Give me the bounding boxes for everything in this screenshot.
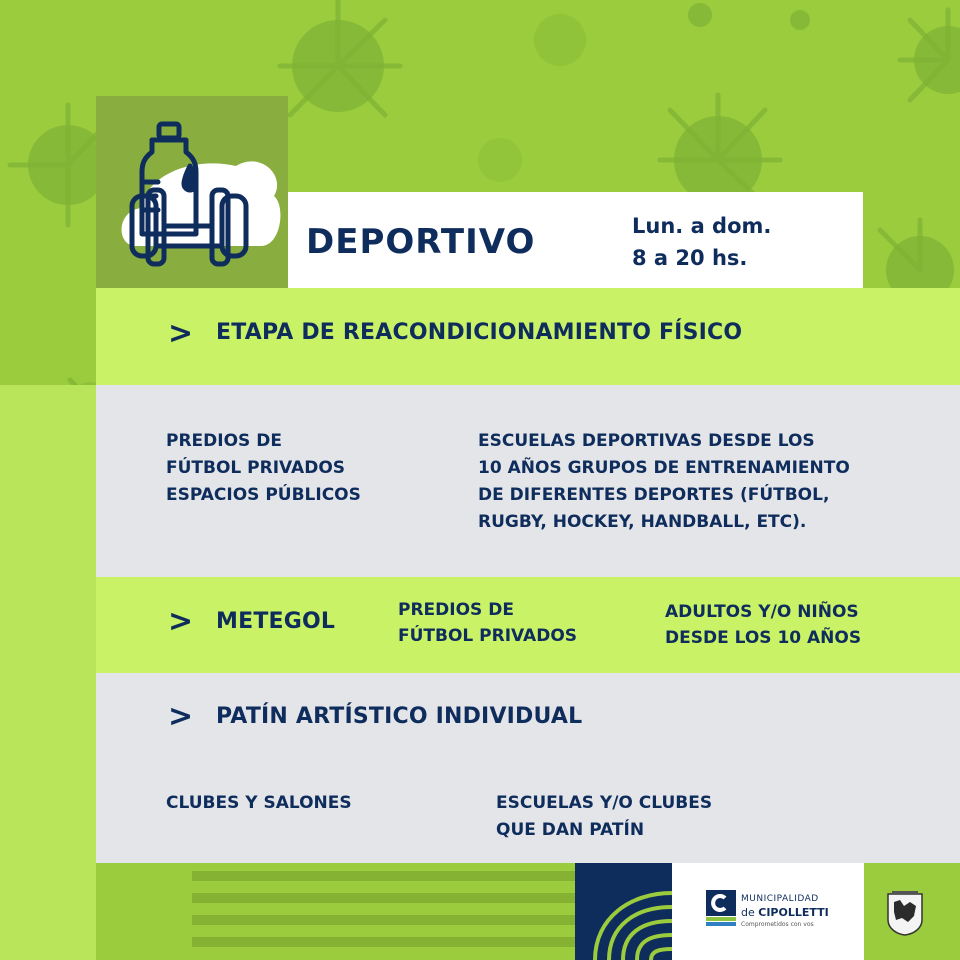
logo-line2 <box>741 906 829 919</box>
municipality-logo-icon <box>706 890 736 928</box>
footer-stripes <box>192 863 575 960</box>
logo-tagline: Comprometidos con vos <box>741 921 814 928</box>
section2-mid-text <box>398 597 577 649</box>
logo-line1: MUNICIPALIDAD <box>741 894 819 904</box>
logo-line2-bold: CIPOLLETTI <box>758 906 829 919</box>
text-line: PREDIOS DE <box>166 431 282 451</box>
section2-band <box>96 577 960 673</box>
section1-title: ETAPA DE REACONDICIONAMIENTO FÍSICO <box>216 320 743 345</box>
section2-right-text <box>665 599 861 651</box>
section1-right-text <box>478 428 958 536</box>
text-line: DE DIFERENTES DEPORTES (FÚTBOL, <box>478 485 830 505</box>
section1-content <box>96 385 960 577</box>
text-line: DESDE LOS 10 AÑOS <box>665 628 862 648</box>
text-line: FÚTBOL PRIVADOS <box>398 626 578 646</box>
schedule-days: Lun. a dom. <box>632 214 772 238</box>
text-line: ESCUELAS Y/O CLUBES <box>496 793 713 813</box>
city-shield-icon <box>886 890 924 936</box>
schedule-hours: 8 a 20 hs. <box>632 246 748 270</box>
chevron-right-icon: > <box>168 604 194 639</box>
section3-left-text <box>166 790 352 817</box>
water-bottle-dumbbell-icon <box>96 96 288 288</box>
text-line: PREDIOS DE <box>398 600 514 620</box>
text-line: CLUBES Y SALONES <box>166 793 352 813</box>
text-line: ESCUELAS DEPORTIVAS DESDE LOS <box>478 431 815 451</box>
text-line: 10 AÑOS GRUPOS DE ENTRENAMIENTO <box>478 458 850 478</box>
text-line: ESPACIOS PÚBLICOS <box>166 485 361 505</box>
footer-logo-box <box>672 863 864 960</box>
section1-left-text <box>166 428 361 509</box>
section1-title-band <box>96 288 960 385</box>
chevron-right-icon: > <box>168 699 194 734</box>
text-line: FÚTBOL PRIVADOS <box>166 458 346 478</box>
left-band <box>0 385 96 960</box>
header-title-box <box>288 192 863 288</box>
page-title: DEPORTIVO <box>306 222 536 262</box>
chevron-right-icon: > <box>168 316 194 351</box>
text-line: QUE DAN PATÍN <box>496 820 645 840</box>
header-icon-box <box>96 96 288 288</box>
section3-right-text <box>496 790 712 844</box>
text-line: ADULTOS Y/O NIÑOS <box>665 602 859 622</box>
text-line: RUGBY, HOCKEY, HANDBALL, ETC). <box>478 512 807 532</box>
section3-panel <box>96 673 960 863</box>
section3-title: PATÍN ARTÍSTICO INDIVIDUAL <box>216 704 583 729</box>
section2-title: METEGOL <box>216 609 336 634</box>
footer-wave-graphic <box>575 863 672 960</box>
logo-line2-prefix: de <box>741 906 759 919</box>
